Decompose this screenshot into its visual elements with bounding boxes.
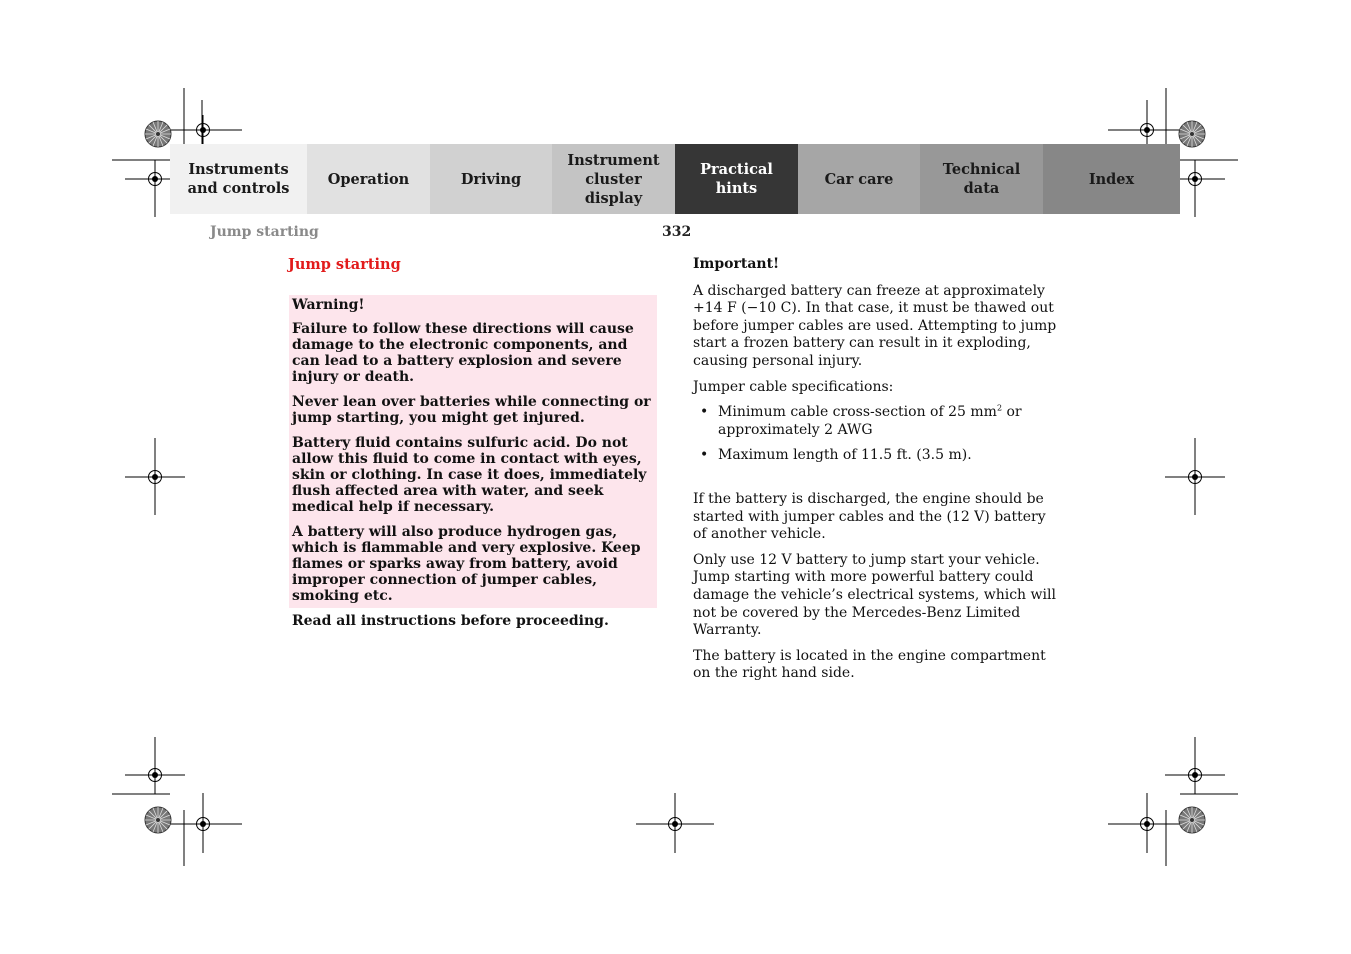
section-title: Jump starting [288, 256, 401, 273]
tab-label-line1: Index [1088, 170, 1135, 188]
list-item [693, 447, 1063, 465]
bullet: • [700, 447, 709, 464]
tab-operation[interactable] [307, 144, 430, 214]
tab-label-line1: Practical hints [700, 161, 773, 197]
important-title: Important! [693, 256, 780, 272]
body-paragraph: Only use 12 V battery to jump start your vehicle. Jump starting with more powerful battery could damage the vehicle’s electrical systems, which will not be covered by the Mercedes-Benz Limited Warranty. [693, 551, 1056, 639]
tab-instrument-cluster-display[interactable] [552, 144, 675, 214]
superscript: 2 [996, 403, 1003, 413]
warning-box [289, 295, 657, 629]
tab-practical-hints[interactable] [675, 144, 798, 214]
body-paragraph: The battery is located in the engine compartment on the right hand side. [693, 647, 1046, 682]
tab-label-line1: Technical [942, 161, 1021, 178]
tab-instruments-and-controls[interactable] [170, 144, 307, 214]
page-number: 332 [662, 224, 692, 240]
warning-paragraph: A battery will also produce hydrogen gas, which is flammable and very explosive. Keep flames or sparks away from battery, avoid improper connection of jumper cables, smoking etc. [292, 524, 641, 604]
warning-paragraph: Never lean over batteries while connecting or jump starting, you might get injured. [292, 394, 651, 426]
spec-text: Minimum cable cross-section of 25 mm [718, 404, 997, 421]
tab-driving[interactable] [430, 144, 552, 214]
tab-label-line2: cluster display [584, 170, 643, 207]
spec-list [693, 404, 1063, 465]
tab-technical-data[interactable] [920, 144, 1043, 214]
tab-index[interactable] [1043, 144, 1180, 214]
tab-label-line1: Operation [327, 170, 410, 188]
bullet: • [700, 404, 709, 421]
body-paragraph: If the battery is discharged, the engine should be started with jumper cables and the (12 V) battery of another vehicle. [693, 490, 1046, 543]
tab-label-line2: and controls [187, 180, 290, 197]
warning-paragraph: Battery fluid contains sulfuric acid. Do not allow this fluid to come in contact with eyes, skin or clothing. In case it does, immediately flush affected area with water, and seek medical help if necessary. [292, 435, 647, 515]
right-column [693, 256, 1063, 691]
spec-text: Maximum length of 11.5 ft. (3.5 m). [718, 447, 972, 464]
tab-label-line1: Driving [460, 170, 522, 188]
spec-text-tail: or approximately 2 AWG [718, 404, 1022, 438]
warning-paragraph: Read all instructions before proceeding. [292, 613, 609, 629]
list-item [693, 404, 1063, 439]
spec-intro: Jumper cable specifications: [693, 378, 894, 395]
warning-paragraph: Failure to follow these directions will cause damage to the electronic components, and can lead to a battery explosion and severe injury or death. [292, 321, 634, 385]
chapter-tab-bar [170, 144, 1180, 214]
tab-label-line2: data [963, 180, 1000, 197]
important-text: A discharged battery can freeze at approximately +14 F (−10 C). In that case, it must be thawed out before jumper cables are used. Attempting to jump start a frozen battery can result in it exploding, causing personal injury. [693, 282, 1057, 369]
tab-label-line1: Car care [824, 170, 894, 188]
tab-label-line1: Instruments [188, 161, 289, 178]
warning-title: Warning! [292, 297, 365, 313]
tab-label-line1: Instrument [567, 151, 660, 169]
tab-car-care[interactable] [798, 144, 920, 214]
running-head: Jump starting [210, 224, 319, 240]
